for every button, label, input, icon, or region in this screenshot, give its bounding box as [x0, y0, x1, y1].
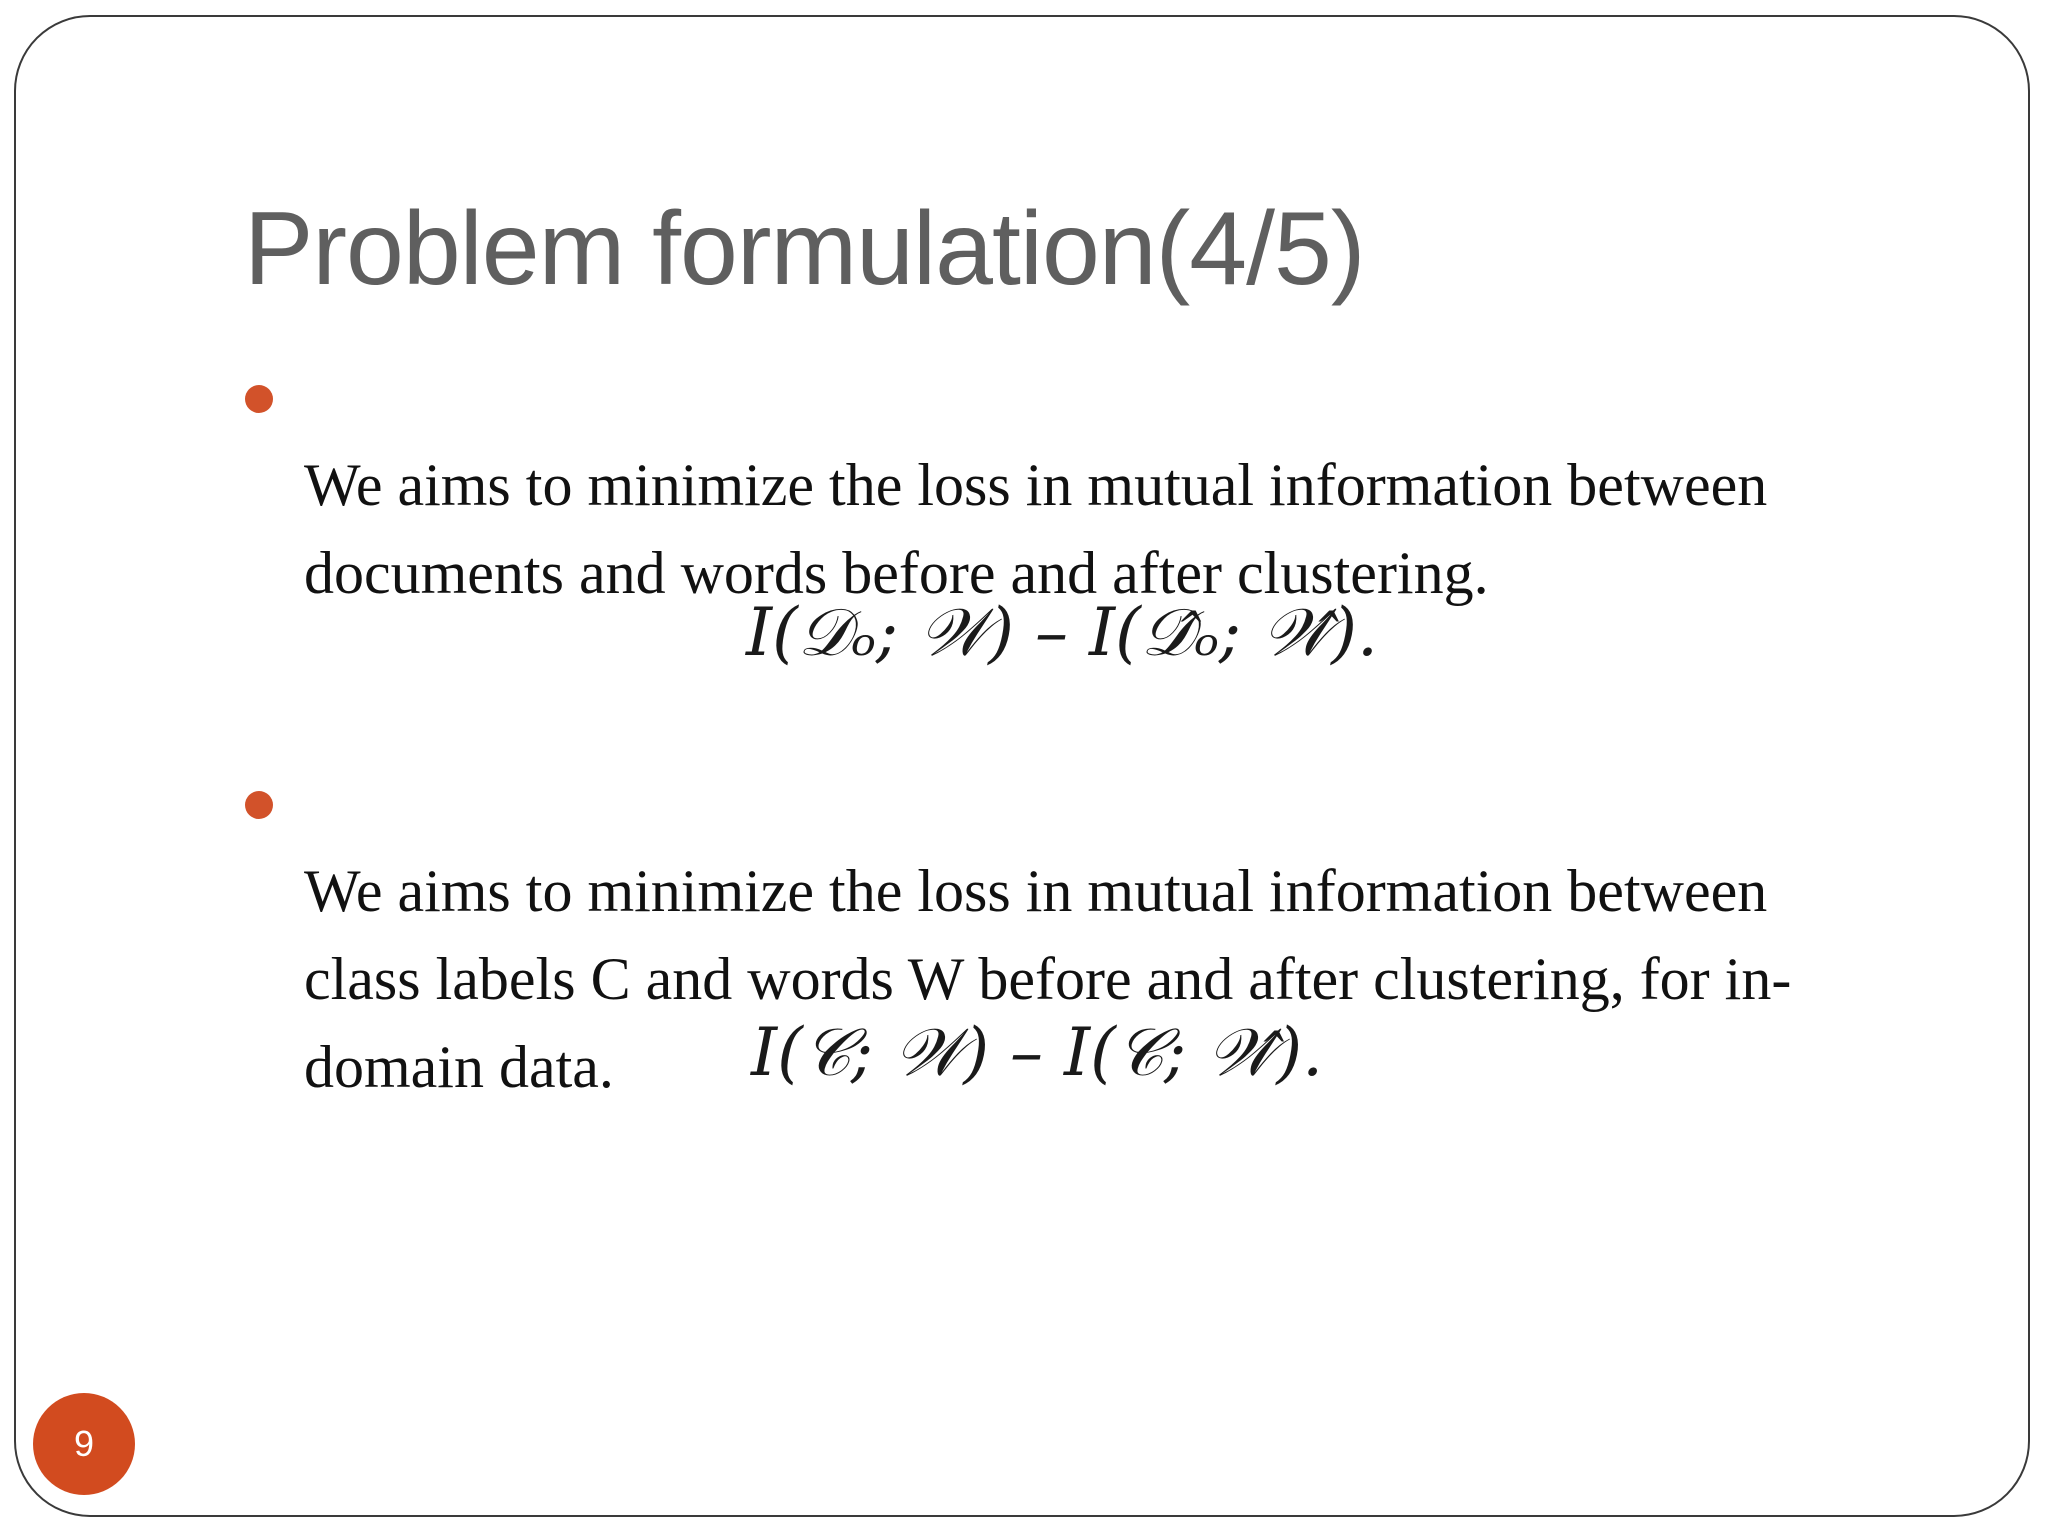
formula-1: I(𝒟ₒ; 𝒲) – I(𝒟̂ₒ; 𝒲̂).	[746, 594, 1379, 671]
slide-frame	[14, 15, 2030, 1517]
bullet-2-text: We aims to minimize the loss in mutual information between class labels C and words W before and after clustering, for in- domain data.	[304, 858, 1792, 1100]
page-number-badge: 9	[33, 1393, 135, 1495]
bullet-dot-icon	[245, 385, 273, 413]
formula-2: I(𝒞; 𝒲) – I(𝒞; 𝒲̂).	[751, 1014, 1324, 1091]
bullet-dot-icon	[245, 791, 273, 819]
bullet-point-1	[304, 353, 1964, 617]
bullet-1-text: We aims to minimize the loss in mutual information between documents and words before and after clustering.	[304, 452, 1768, 606]
slide-title: Problem formulation(4/5)	[244, 191, 1365, 307]
